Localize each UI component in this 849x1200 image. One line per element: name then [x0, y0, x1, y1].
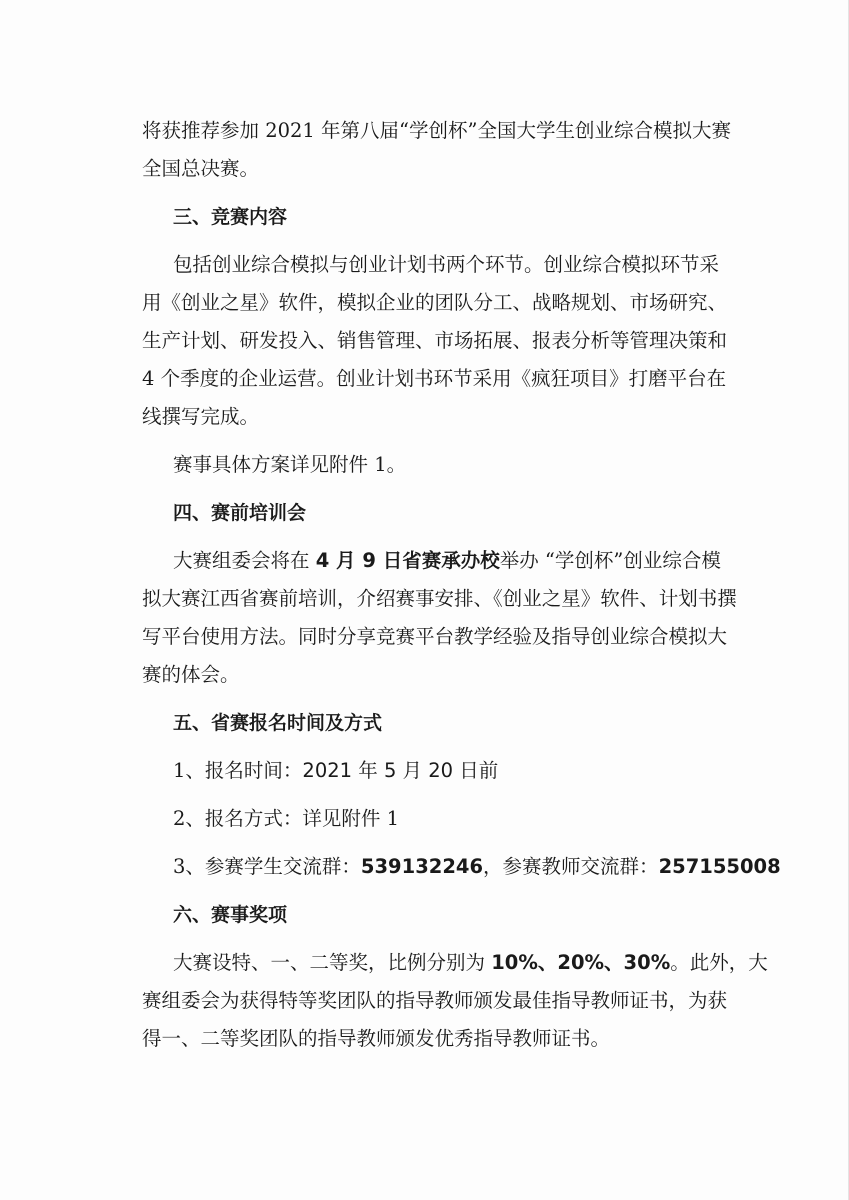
section-6-line-3: 得一、二等奖团队的指导教师颁发优秀指导教师证书。 [142, 1027, 611, 1050]
document-body [142, 112, 781, 1058]
section-6-line-1-post: 。此外，大 [670, 951, 768, 974]
section-5-heading: 五、省赛报名时间及方式 [173, 712, 383, 734]
section-6-line-1 [142, 944, 768, 982]
section-4-line-1-post: 举办 “学创杯”创业综合模 [499, 549, 721, 572]
section-3-para-1-line-2: 用《创业之星》软件，模拟企业的团队分工、战略规划、市场研究、 [142, 291, 728, 314]
section-4-line-1-pre: 大赛组委会将在 [173, 549, 316, 572]
student-group-number: 539132246 [360, 855, 484, 878]
section-5-item-1 [142, 752, 742, 790]
award-ratios: 10%、20%、30% [491, 951, 671, 974]
section-6-line-1-pre: 大赛设特、一、二等奖，比例分别为 [173, 951, 492, 974]
section-4-line-1 [142, 542, 742, 580]
section-6-line-2: 赛组委会为获得特等奖团队的指导教师颁发最佳指导教师证书，为获 [142, 989, 728, 1012]
teacher-group-number: 257155008 [658, 855, 781, 878]
section-3-para-2: 赛事具体方案详见附件 1。 [173, 453, 407, 476]
intro-line-2: 全国总决赛。 [142, 157, 260, 180]
section-4-training-date: 4 月 9 日省赛承办校 [315, 549, 500, 572]
section-3-para-1-line-4: 4 个季度的企业运营。创业计划书环节采用《疯狂项目》打磨平台在 [142, 367, 727, 390]
section-4-line-4: 赛的体会。 [142, 663, 240, 686]
student-group-label: 3、参赛学生交流群： [173, 855, 361, 878]
registration-time-label: 1、报名时间： [173, 759, 303, 782]
section-5-item-3 [142, 848, 781, 886]
section-5-item-2: 2、报名方式：详见附件 1 [173, 807, 400, 830]
teacher-group-label: ，参赛教师交流群： [483, 855, 659, 878]
section-3-para-1-line-3: 生产计划、研发投入、销售管理、市场拓展、报表分析等管理决策和 [142, 329, 728, 352]
section-4-line-2: 拟大赛江西省赛前培训，介绍赛事安排、《创业之星》软件、计划书撰 [142, 587, 737, 610]
section-6-heading: 六、赛事奖项 [173, 904, 288, 926]
section-3-para-1-line-5: 线撰写完成。 [142, 405, 260, 428]
section-4-heading: 四、赛前培训会 [173, 502, 307, 524]
section-3-para-1-line-1: 包括创业综合模拟与创业计划书两个环节。创业综合模拟环节采 [173, 253, 720, 276]
registration-time-value: 2021 年 5 月 20 日前 [302, 759, 499, 782]
section-3-heading: 三、竞赛内容 [173, 206, 288, 228]
section-4-line-3: 写平台使用方法。同时分享竞赛平台教学经验及指导创业综合模拟大 [142, 625, 728, 648]
intro-line-1: 将获推荐参加 2021 年第八届“学创杯”全国大学生创业综合模拟大赛 [142, 119, 731, 142]
